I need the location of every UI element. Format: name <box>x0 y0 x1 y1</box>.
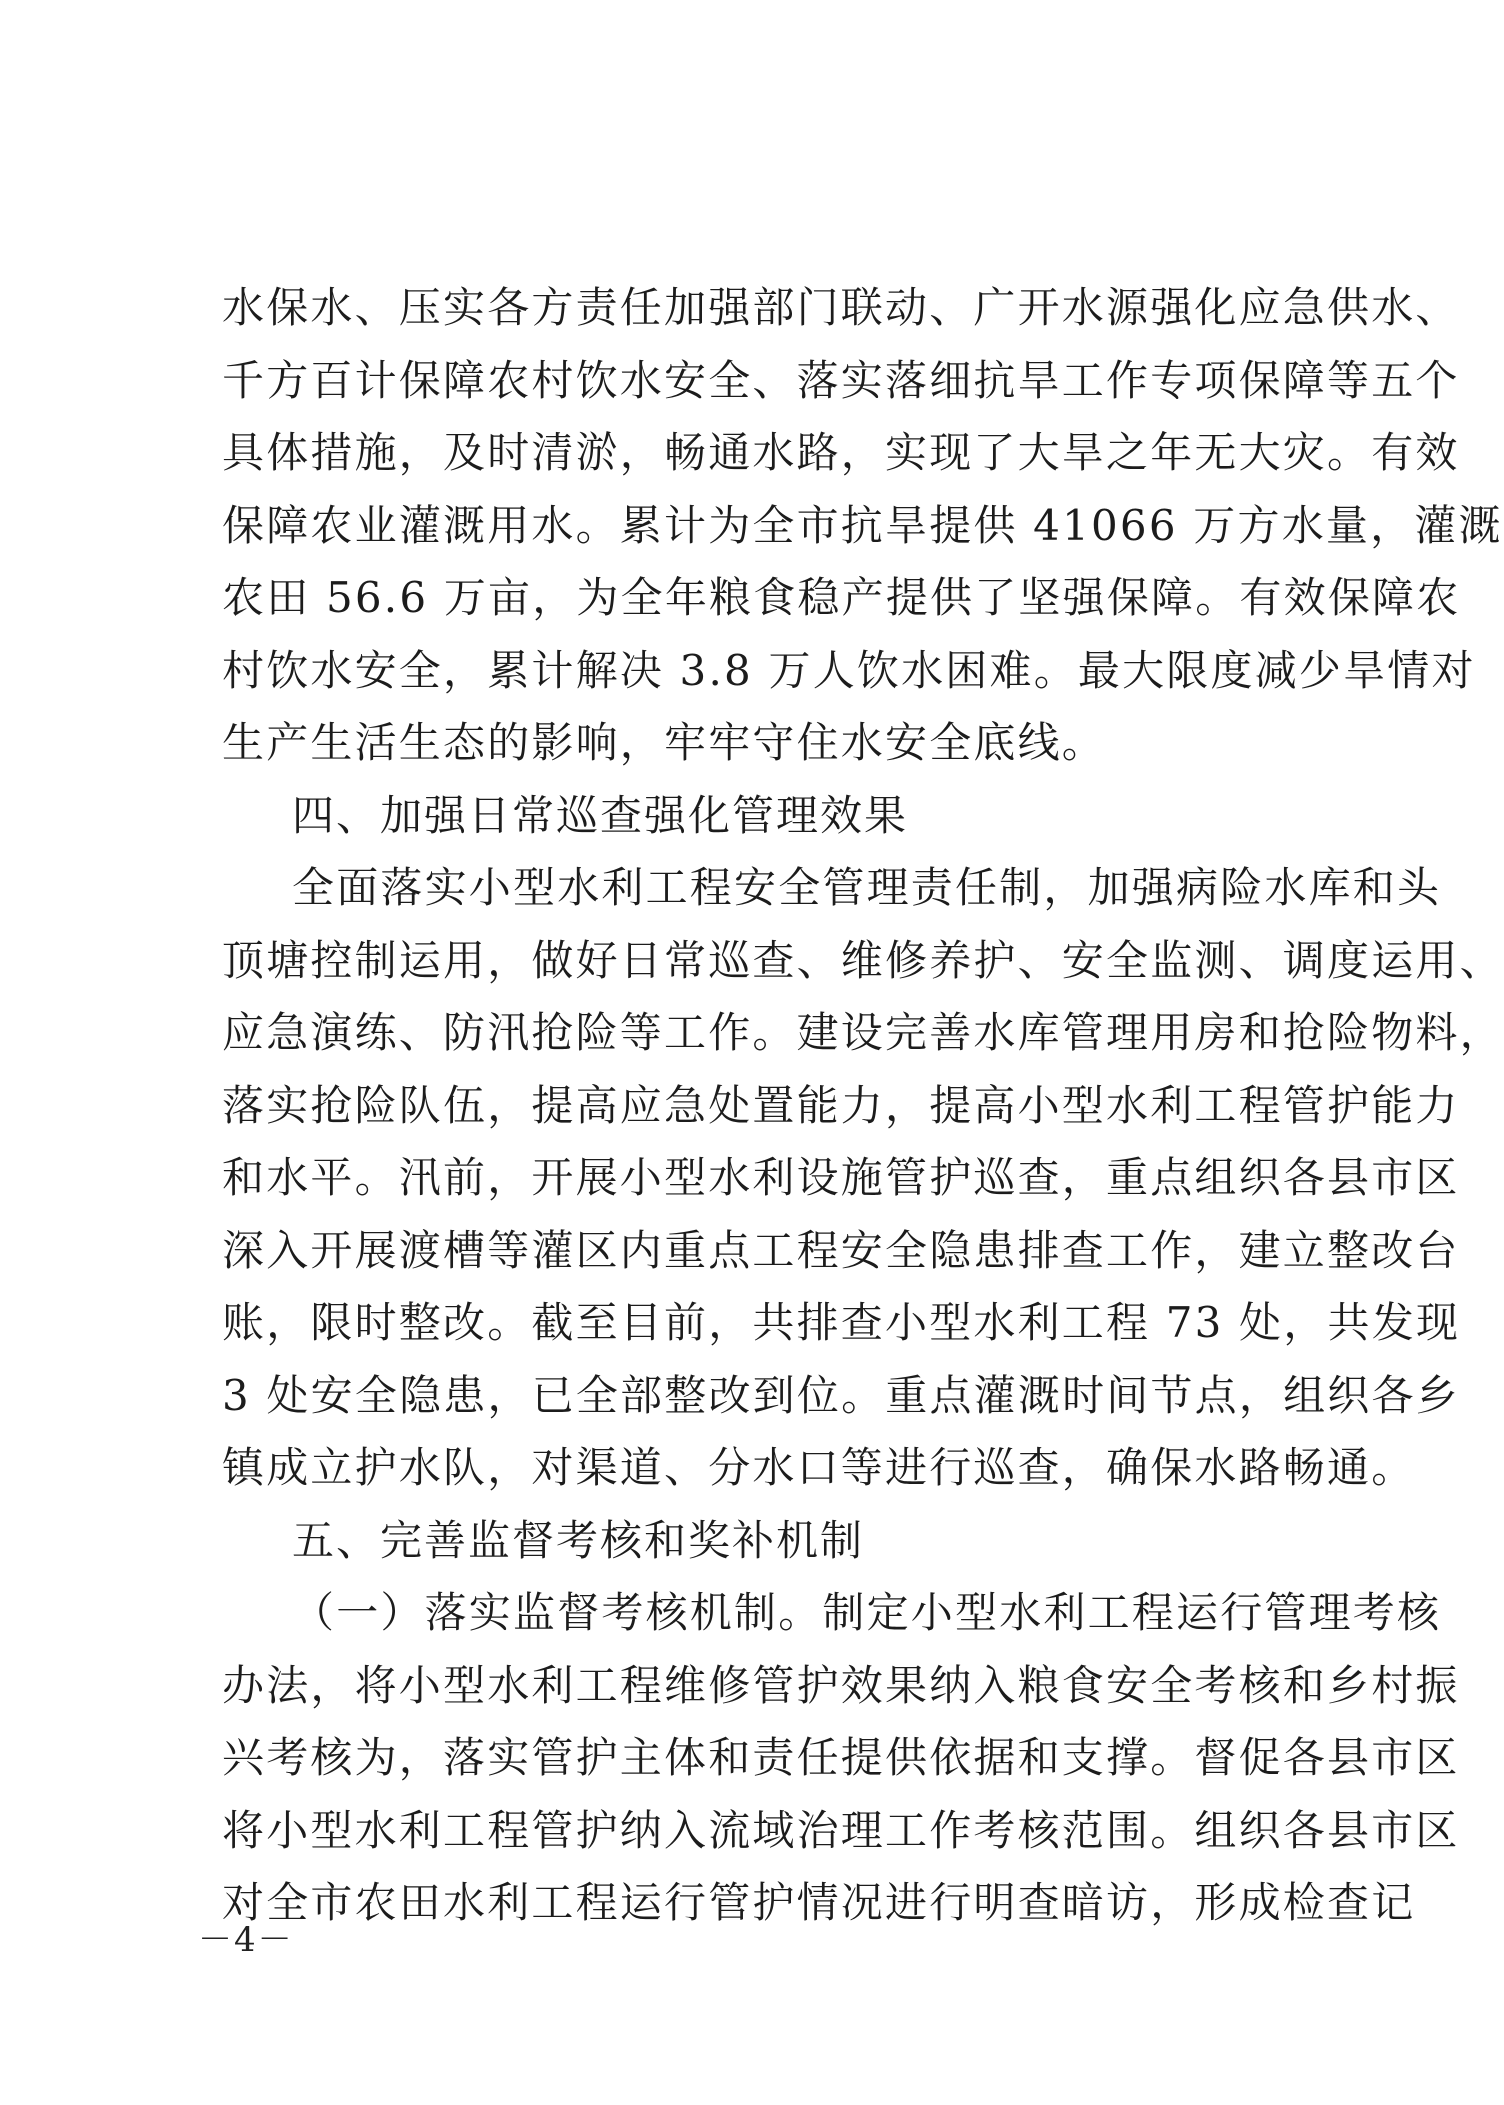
text-line: 水保水、压实各方责任加强部门联动、广开水源强化应急供水、 <box>222 283 1460 332</box>
text-line: 千方百计保障农村饮水安全、落实落细抗旱工作专项保障等五个 <box>222 355 1460 405</box>
text-line: 深入开展渡槽等灌区内重点工程安全隐患排查工作，建立整改台 <box>222 1225 1460 1275</box>
text-line: 生产生活生态的影响，牢牢守住水安全底线。 <box>222 718 1107 767</box>
text-line: 兴考核为，落实管护主体和责任提供依据和支撑。督促各县市区 <box>222 1733 1460 1782</box>
page-number: －4－ <box>198 1920 294 1960</box>
text-line: 全面落实小型水利工程安全管理责任制，加强病险水库和头 <box>292 863 1442 912</box>
section-heading: 五、完善监督考核和奖补机制 <box>292 1515 865 1565</box>
text-line: 镇成立护水队，对渠道、分水口等进行巡查，确保水路畅通。 <box>222 1443 1416 1492</box>
text-line: 和水平。汛前，开展小型水利设施管护巡查，重点组织各县市区 <box>222 1153 1460 1202</box>
text-line: 保障农业灌溉用水。累计为全市抗旱提供 41066 万方水量，灌溉 <box>222 500 1503 550</box>
text-line: 落实抢险队伍，提高应急处置能力，提高小型水利工程管护能力 <box>222 1080 1460 1130</box>
text-line: 农田 56.6 万亩，为全年粮食稳产提供了坚强保障。有效保障农 <box>222 573 1461 622</box>
text-line: 3 处安全隐患，已全部整改到位。重点灌溉时间节点，组织各乡 <box>222 1370 1460 1420</box>
text-line: 应急演练、防汛抢险等工作。建设完善水库管理用房和抢险物料， <box>222 1008 1504 1057</box>
text-line: 账，限时整改。截至目前，共排查小型水利工程 73 处，共发现 <box>222 1298 1461 1347</box>
text-line: 对全市农田水利工程运行管护情况进行明查暗访，形成检查记 <box>222 1878 1416 1927</box>
text-line: 村饮水安全，累计解决 3.8 万人饮水困难。最大限度减少旱情对 <box>222 645 1476 695</box>
section-heading: 四、加强日常巡查强化管理效果 <box>292 790 909 840</box>
document-body <box>222 272 1504 1940</box>
text-line: 办法，将小型水利工程维修管护效果纳入粮食安全考核和乡村振 <box>222 1660 1460 1710</box>
text-line: 将小型水利工程管护纳入流域治理工作考核范围。组织各县市区 <box>222 1805 1460 1855</box>
text-line: （一）落实监督考核机制。制定小型水利工程运行管理考核 <box>292 1588 1442 1637</box>
text-line: 具体措施，及时清淤，畅通水路，实现了大旱之年无大灾。有效 <box>222 428 1460 477</box>
text-line: 顶塘控制运用，做好日常巡查、维修养护、安全监测、调度运用、 <box>222 935 1504 985</box>
